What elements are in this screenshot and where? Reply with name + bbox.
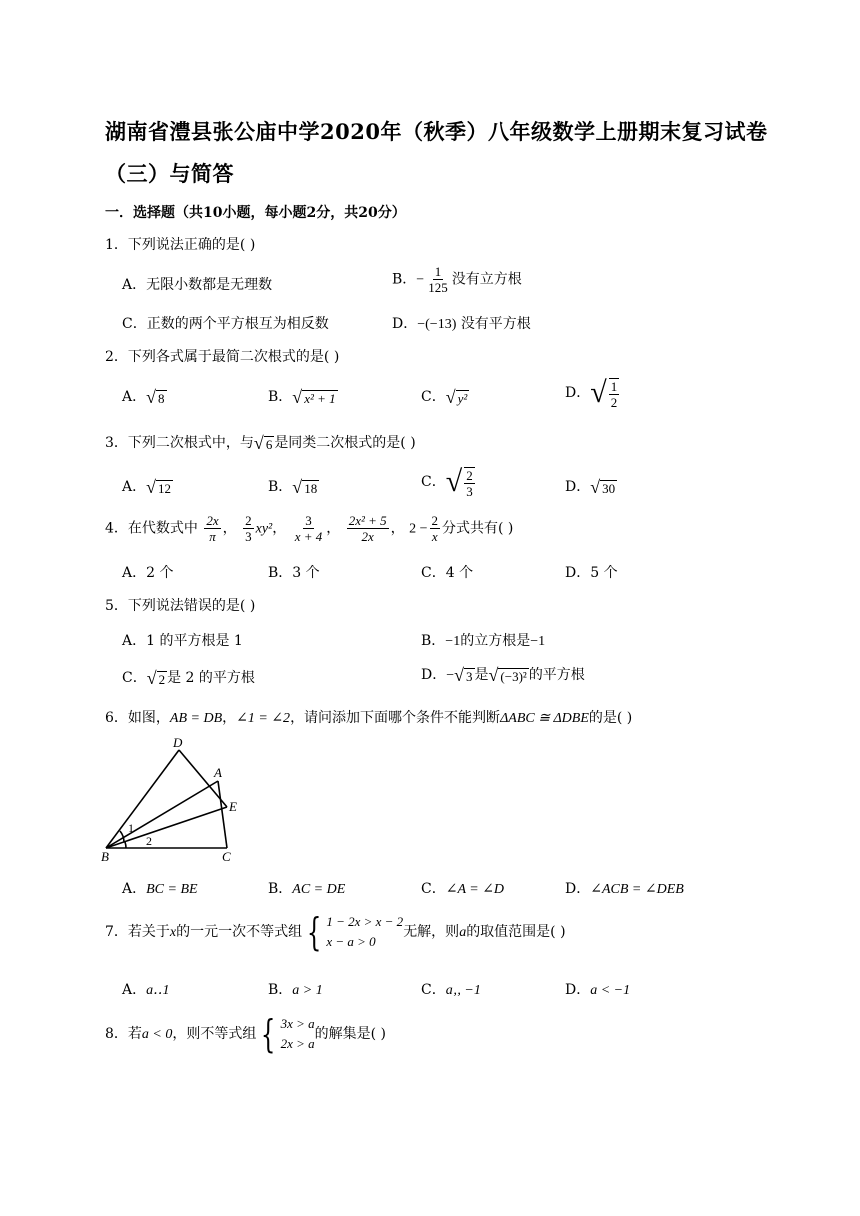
- option-label: B．: [268, 982, 293, 998]
- math-expression: AB = DB: [169, 711, 223, 726]
- denominator: 2: [610, 395, 618, 410]
- stem-text: 8．若: [105, 1026, 142, 1042]
- stem-text: ，请问添加下面哪个条件不能判断: [290, 710, 501, 726]
- option-label: D．: [421, 667, 447, 683]
- square-root: √ 3: [454, 664, 473, 685]
- label-angle-2: 2: [146, 834, 152, 848]
- option-label: D．: [565, 881, 591, 897]
- option-text: 是 2 的平方根: [167, 670, 255, 686]
- radicand: 8: [158, 390, 165, 406]
- section-heading: 一．选择题（共10小题，每小题2分，共20分）: [105, 205, 406, 221]
- square-root: √ 18: [292, 476, 318, 497]
- math-expression: −(−13): [417, 317, 457, 332]
- question-2-option-c: [421, 386, 469, 407]
- stem-text: 的解集是( ): [314, 1026, 386, 1042]
- math-expression: 2 −: [409, 521, 428, 537]
- math-expression: ∠A = ∠D: [445, 882, 505, 897]
- question-3-option-a: [122, 476, 173, 497]
- stem-text: 分式共有( ): [442, 520, 514, 537]
- question-3-option-c: [421, 465, 477, 499]
- square-root: √ 12: [146, 476, 172, 497]
- option-label: C．: [421, 474, 446, 490]
- option-label: C．: [421, 982, 446, 998]
- separator: ，: [326, 520, 341, 537]
- triangle-figure: [100, 735, 250, 865]
- label-b: B: [101, 849, 109, 864]
- option-label: B．: [421, 633, 446, 649]
- square-root: √ (−3)²: [488, 664, 527, 685]
- numerator: 2x² + 5: [348, 513, 387, 528]
- denominator: x: [431, 529, 438, 544]
- stem-text: 的是( ): [588, 710, 633, 726]
- question-7-option-a: [122, 979, 169, 999]
- inequality-row: 2x > a: [280, 1036, 315, 1051]
- label-a: A: [214, 765, 222, 780]
- question-4-option-a: A．2 个: [122, 565, 174, 581]
- option-label: A．: [122, 389, 147, 405]
- radicand: 2: [158, 671, 166, 687]
- radicand: 30: [602, 480, 616, 496]
- question-1-option-c: C．正数的两个平方根互为相反数: [122, 316, 329, 332]
- stem-text: 是同类二次根式的是( ): [274, 435, 416, 451]
- minus-sign: −: [416, 272, 425, 288]
- question-3-stem: [105, 432, 416, 453]
- radicand: y²: [457, 390, 468, 406]
- question-7-option-d: [565, 979, 630, 999]
- question-3-option-b: [268, 476, 319, 497]
- option-label: B．: [268, 389, 293, 405]
- radicand: x² + 1: [304, 390, 336, 406]
- fraction: [293, 513, 325, 544]
- option-label: A．: [122, 982, 147, 998]
- option-label: B．: [392, 271, 417, 288]
- square-root: √ 8: [146, 386, 165, 407]
- fraction: [243, 513, 254, 544]
- radicand: 3: [466, 668, 473, 684]
- question-1-option-d: [392, 313, 531, 333]
- question-5-option-c: [122, 667, 255, 688]
- inequality-system: { 1 − 2x > x − 2 x − a > 0: [306, 910, 404, 954]
- question-2-option-b: [268, 386, 338, 407]
- angle-2-arc: [125, 842, 126, 848]
- option-label: C．: [421, 389, 446, 405]
- question-7-option-b: [268, 979, 323, 999]
- square-root: √ 2: [146, 667, 166, 688]
- math-expression: xy²: [255, 521, 273, 537]
- segment-bd: [106, 750, 179, 848]
- math-expression: −1: [445, 634, 461, 649]
- question-3-option-d: [565, 476, 617, 497]
- inequality-system: { 3x > a 2x > a: [261, 1012, 315, 1056]
- option-text: 没有平方根: [460, 316, 531, 332]
- numerator: 2: [431, 513, 438, 528]
- inequality-row: 1 − 2x > x − 2: [326, 914, 404, 929]
- document-title-line1: 湖南省澧县张公庙中学2020年（秋季）八年级数学上册期末复习试卷: [105, 119, 768, 144]
- question-5-option-d: [421, 664, 585, 685]
- option-label: A．: [122, 479, 147, 495]
- question-1-stem: 1．下列说法正确的是( ): [105, 237, 256, 253]
- option-label: A．: [122, 881, 147, 897]
- option-text: 没有立方根: [451, 271, 522, 288]
- minus-sign: −: [446, 668, 455, 683]
- question-2-option-d: [565, 376, 621, 410]
- stem-text: 无解，则: [403, 924, 460, 940]
- denominator: 125: [428, 280, 448, 295]
- math-expression: a‚, −1: [445, 983, 481, 998]
- option-label: C．: [421, 881, 446, 897]
- option-text: 的立方根是: [460, 633, 531, 649]
- numerator: 2: [466, 468, 473, 483]
- math-expression: −1: [530, 634, 546, 649]
- question-6-option-d: [565, 878, 684, 898]
- question-2-stem: 2．下列各式属于最简二次根式的是( ): [105, 349, 340, 365]
- inequality-row: 3x > a: [280, 1016, 315, 1031]
- angle-1-arc: [120, 831, 124, 842]
- stem-text: 7．若关于: [105, 924, 170, 940]
- question-2-option-a: [122, 386, 167, 407]
- denominator: 3: [245, 529, 252, 544]
- question-4-option-c: C．4 个: [421, 565, 474, 581]
- stem-text: 的取值范围是( ): [466, 924, 566, 940]
- question-4-option-b: B．3 个: [268, 565, 320, 581]
- option-label: D．: [565, 385, 591, 401]
- question-6-stem: 6．如图，AB = DB，∠1 = ∠2，请问添加下面哪个条件不能判断ΔABC ≅ ΔDBE的是( ): [105, 710, 633, 726]
- numerator: 2: [245, 513, 252, 528]
- math-expression: a < −1: [590, 983, 631, 998]
- stem-text: ，则不等式组: [172, 1026, 257, 1042]
- math-expression: BC = BE: [146, 882, 198, 897]
- option-label: B．: [268, 881, 293, 897]
- variable: x: [169, 925, 177, 940]
- question-7-stem: [105, 912, 566, 952]
- denominator: 2x: [361, 529, 374, 544]
- math-expression: ΔABC ≅ ΔDBE: [500, 711, 589, 726]
- stem-text: 的一元一次不等式组: [176, 924, 303, 940]
- question-5-option-b: [421, 630, 545, 650]
- stem-text: 3．下列二次根式中，与: [105, 435, 254, 451]
- question-6-option-c: [421, 878, 504, 898]
- separator: ，: [222, 520, 237, 537]
- question-1-option-b: [392, 264, 522, 295]
- square-root: √ y²: [445, 386, 468, 407]
- question-5-stem: 5．下列说法错误的是( ): [105, 598, 256, 614]
- math-expression: ∠1 = ∠2: [236, 711, 291, 726]
- numerator: 3: [305, 513, 312, 528]
- label-angle-1: 1: [128, 821, 134, 835]
- radicand: 12: [158, 480, 172, 496]
- numerator: 1: [434, 264, 442, 279]
- denominator: π: [209, 529, 216, 544]
- fraction: [204, 513, 220, 544]
- square-root: √ $\frac{2}{3}$: [445, 465, 473, 499]
- math-expression: a > 1: [292, 983, 323, 998]
- numerator: 2x: [206, 513, 219, 528]
- label-c: C: [222, 849, 231, 864]
- option-label: C．: [122, 670, 147, 686]
- square-root: √ 30: [590, 476, 616, 497]
- math-expression: ∠ACB = ∠DEB: [590, 882, 684, 897]
- numerator: 1: [610, 379, 618, 394]
- document-title-line2: （三）与简答: [105, 161, 234, 186]
- segment-ac: [218, 781, 227, 848]
- fraction: [347, 513, 389, 544]
- radicand: 6: [265, 436, 273, 452]
- label-d: D: [173, 735, 183, 750]
- stem-text: 6．如图，: [105, 710, 170, 726]
- separator: ，: [272, 520, 287, 537]
- question-6-option-b: [268, 878, 345, 898]
- radicand: 18: [304, 480, 318, 496]
- inequality-row: x − a > 0: [326, 934, 376, 949]
- question-6-option-a: [122, 878, 198, 898]
- option-text: 是: [474, 667, 489, 683]
- question-4-stem: [105, 513, 513, 544]
- radicand: (−3)²: [500, 668, 527, 684]
- option-label: D．: [565, 479, 591, 495]
- square-root: √ 6: [253, 432, 273, 453]
- stem-text: 4．在代数式中: [105, 520, 198, 537]
- math-expression: a‥1: [146, 983, 170, 998]
- question-7-option-c: [421, 979, 481, 999]
- label-e: E: [229, 799, 237, 814]
- question-8-stem: [105, 1014, 386, 1054]
- separator: ，: [390, 520, 405, 537]
- question-5-option-a: A．1 的平方根是 1: [122, 633, 243, 649]
- variable: a: [459, 925, 467, 940]
- denominator: x + 4: [294, 529, 323, 544]
- option-text: 的平方根: [528, 667, 585, 683]
- question-4-option-d: D．5 个: [565, 565, 618, 581]
- question-1-option-a: A．无限小数都是无理数: [122, 277, 273, 293]
- math-expression: a < 0: [141, 1027, 173, 1042]
- option-label: D．: [392, 316, 418, 332]
- denominator: 3: [466, 484, 473, 499]
- square-root: √ x² + 1: [292, 386, 336, 407]
- option-label: B．: [268, 479, 293, 495]
- fraction: [430, 513, 441, 544]
- square-root: √ $\frac{1}{2}$: [590, 376, 618, 410]
- option-label: D．: [565, 982, 591, 998]
- fraction: [426, 264, 450, 295]
- math-expression: AC = DE: [292, 882, 346, 897]
